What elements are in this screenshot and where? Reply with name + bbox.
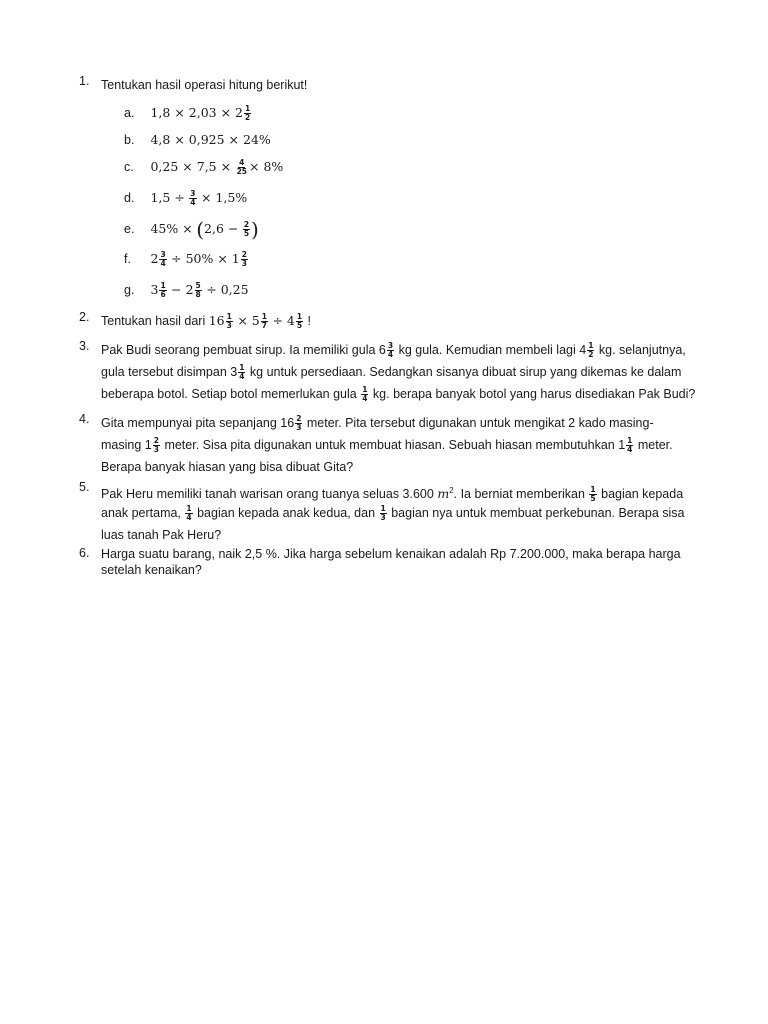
question-number: 5. xyxy=(79,480,90,494)
question-text: Tentukan hasil dari 16 $\frac{1}{3}$ × 5 $\frac{1}{7}$ ÷ 4 $\frac{1}{5}$ ! xyxy=(101,312,312,331)
fraction: $\frac{3}{4}$ xyxy=(190,189,196,208)
subquestion-b: b. 4,8 × 0,925 × 24% xyxy=(124,132,271,147)
subquestion-f: f. 2 $\frac{3}{4}$ ÷ 50% × 1 $\frac{2}{3}$ xyxy=(124,250,247,269)
subquestion-g: g. 3 $\frac{1}{6}$ − 2 $\frac{5}{8}$ ÷ 0,25 xyxy=(124,281,249,300)
fraction: $\frac{1}{7}$ xyxy=(261,312,267,331)
fraction: $\frac{1}{5}$ xyxy=(296,312,303,331)
subquestion-e: e. 45% × (2,6 − $\frac{2}{5}$ ) xyxy=(124,217,259,242)
fraction: $\frac{1}{3}$ xyxy=(380,504,386,523)
fraction: $\frac{1}{4}$ xyxy=(186,504,192,523)
fraction: $\frac{4}{25}$ xyxy=(236,158,247,177)
fraction: $\frac{1}{4}$ xyxy=(362,385,368,404)
question-text: Tentukan hasil operasi hitung berikut! xyxy=(101,78,308,92)
question-number: 6. xyxy=(79,546,90,560)
subquestion-d: d. 1,5 ÷ $\frac{3}{4}$ × 1,5% xyxy=(124,189,248,208)
fraction: $\frac{3}{4}$ xyxy=(160,250,166,269)
fraction: $\frac{2}{3}$ xyxy=(153,436,159,455)
question-text: Pak Heru memiliki tanah warisan orang tuanya seluas 3.600 $m^2$. Ia berniat memberikan $\frac{1}{5}$ bagian kepada anak pertama, $\frac{1}{4}$ bagian kepada anak kedua, dan $\frac{1}{3}$ bagian nya untuk membuat perkebunan. Berapa sisa luas tanah Pak Heru? xyxy=(101,485,685,542)
fraction: $\frac{1}{2}$ xyxy=(588,341,594,360)
fraction: $\frac{1}{3}$ xyxy=(226,312,232,331)
question-number: 3. xyxy=(79,339,90,353)
fraction: $\frac{1}{5}$ xyxy=(590,485,596,504)
question-text: Pak Budi seorang pembuat sirup. Ia memiliki gula 6 $\frac{3}{4}$ kg gula. Kemudian membeli lagi 4 $\frac{1}{2}$ kg. selanjutnya, gula tersebut disimpan 3 $\frac{1}{4}$ kg untuk persediaan. Sedangkan sisanya dibuat sirup yang dikemas ke dalam beberapa botol. Setiap botol memerlukan gula $\frac{1}{4}$ kg. berapa banyak botol yang harus disediakan Pak Budi? xyxy=(101,341,696,404)
fraction: $\frac{1}{6}$ xyxy=(160,281,166,300)
fraction: $\frac{2}{5}$ xyxy=(243,220,250,239)
fraction: $\frac{2}{3}$ xyxy=(296,414,302,433)
question-text: Harga suatu barang, naik 2,5 %. Jika harga sebelum kenaikan adalah Rp 7.200.000, maka berapa harga setelah kenaikan? xyxy=(101,547,681,577)
fraction: $\frac{3}{4}$ xyxy=(387,341,394,360)
fraction: $\frac{2}{3}$ xyxy=(241,250,247,269)
question-number: 4. xyxy=(79,412,90,426)
subquestion-a: a. 1,8 × 2,03 × 2 $\frac{1}{2}$ xyxy=(124,104,251,123)
fraction: $\frac{1}{2}$ xyxy=(245,104,251,123)
fraction: $\frac{1}{4}$ xyxy=(627,436,633,455)
fraction: $\frac{5}{8}$ xyxy=(195,281,201,300)
subquestion-c: c. 0,25 × 7,5 × $\frac{4}{25}$ × 8% xyxy=(124,158,284,177)
question-number: 1. xyxy=(79,74,90,88)
question-text: Gita mempunyai pita sepanjang 16 $\frac{2}{3}$ meter. Pita tersebut digunakan untuk mengikat 2 kado masing- masing 1 $\frac{2}{3}$ meter. Sisa pita digunakan untuk membuat hiasan. Sebuah hiasan membutuhkan 1 $\frac{1}{4}$ meter. Berapa banyak hiasan yang bisa dibuat Gita? xyxy=(101,414,673,474)
question-number: 2. xyxy=(79,310,90,324)
fraction: $\frac{1}{4}$ xyxy=(239,363,245,382)
